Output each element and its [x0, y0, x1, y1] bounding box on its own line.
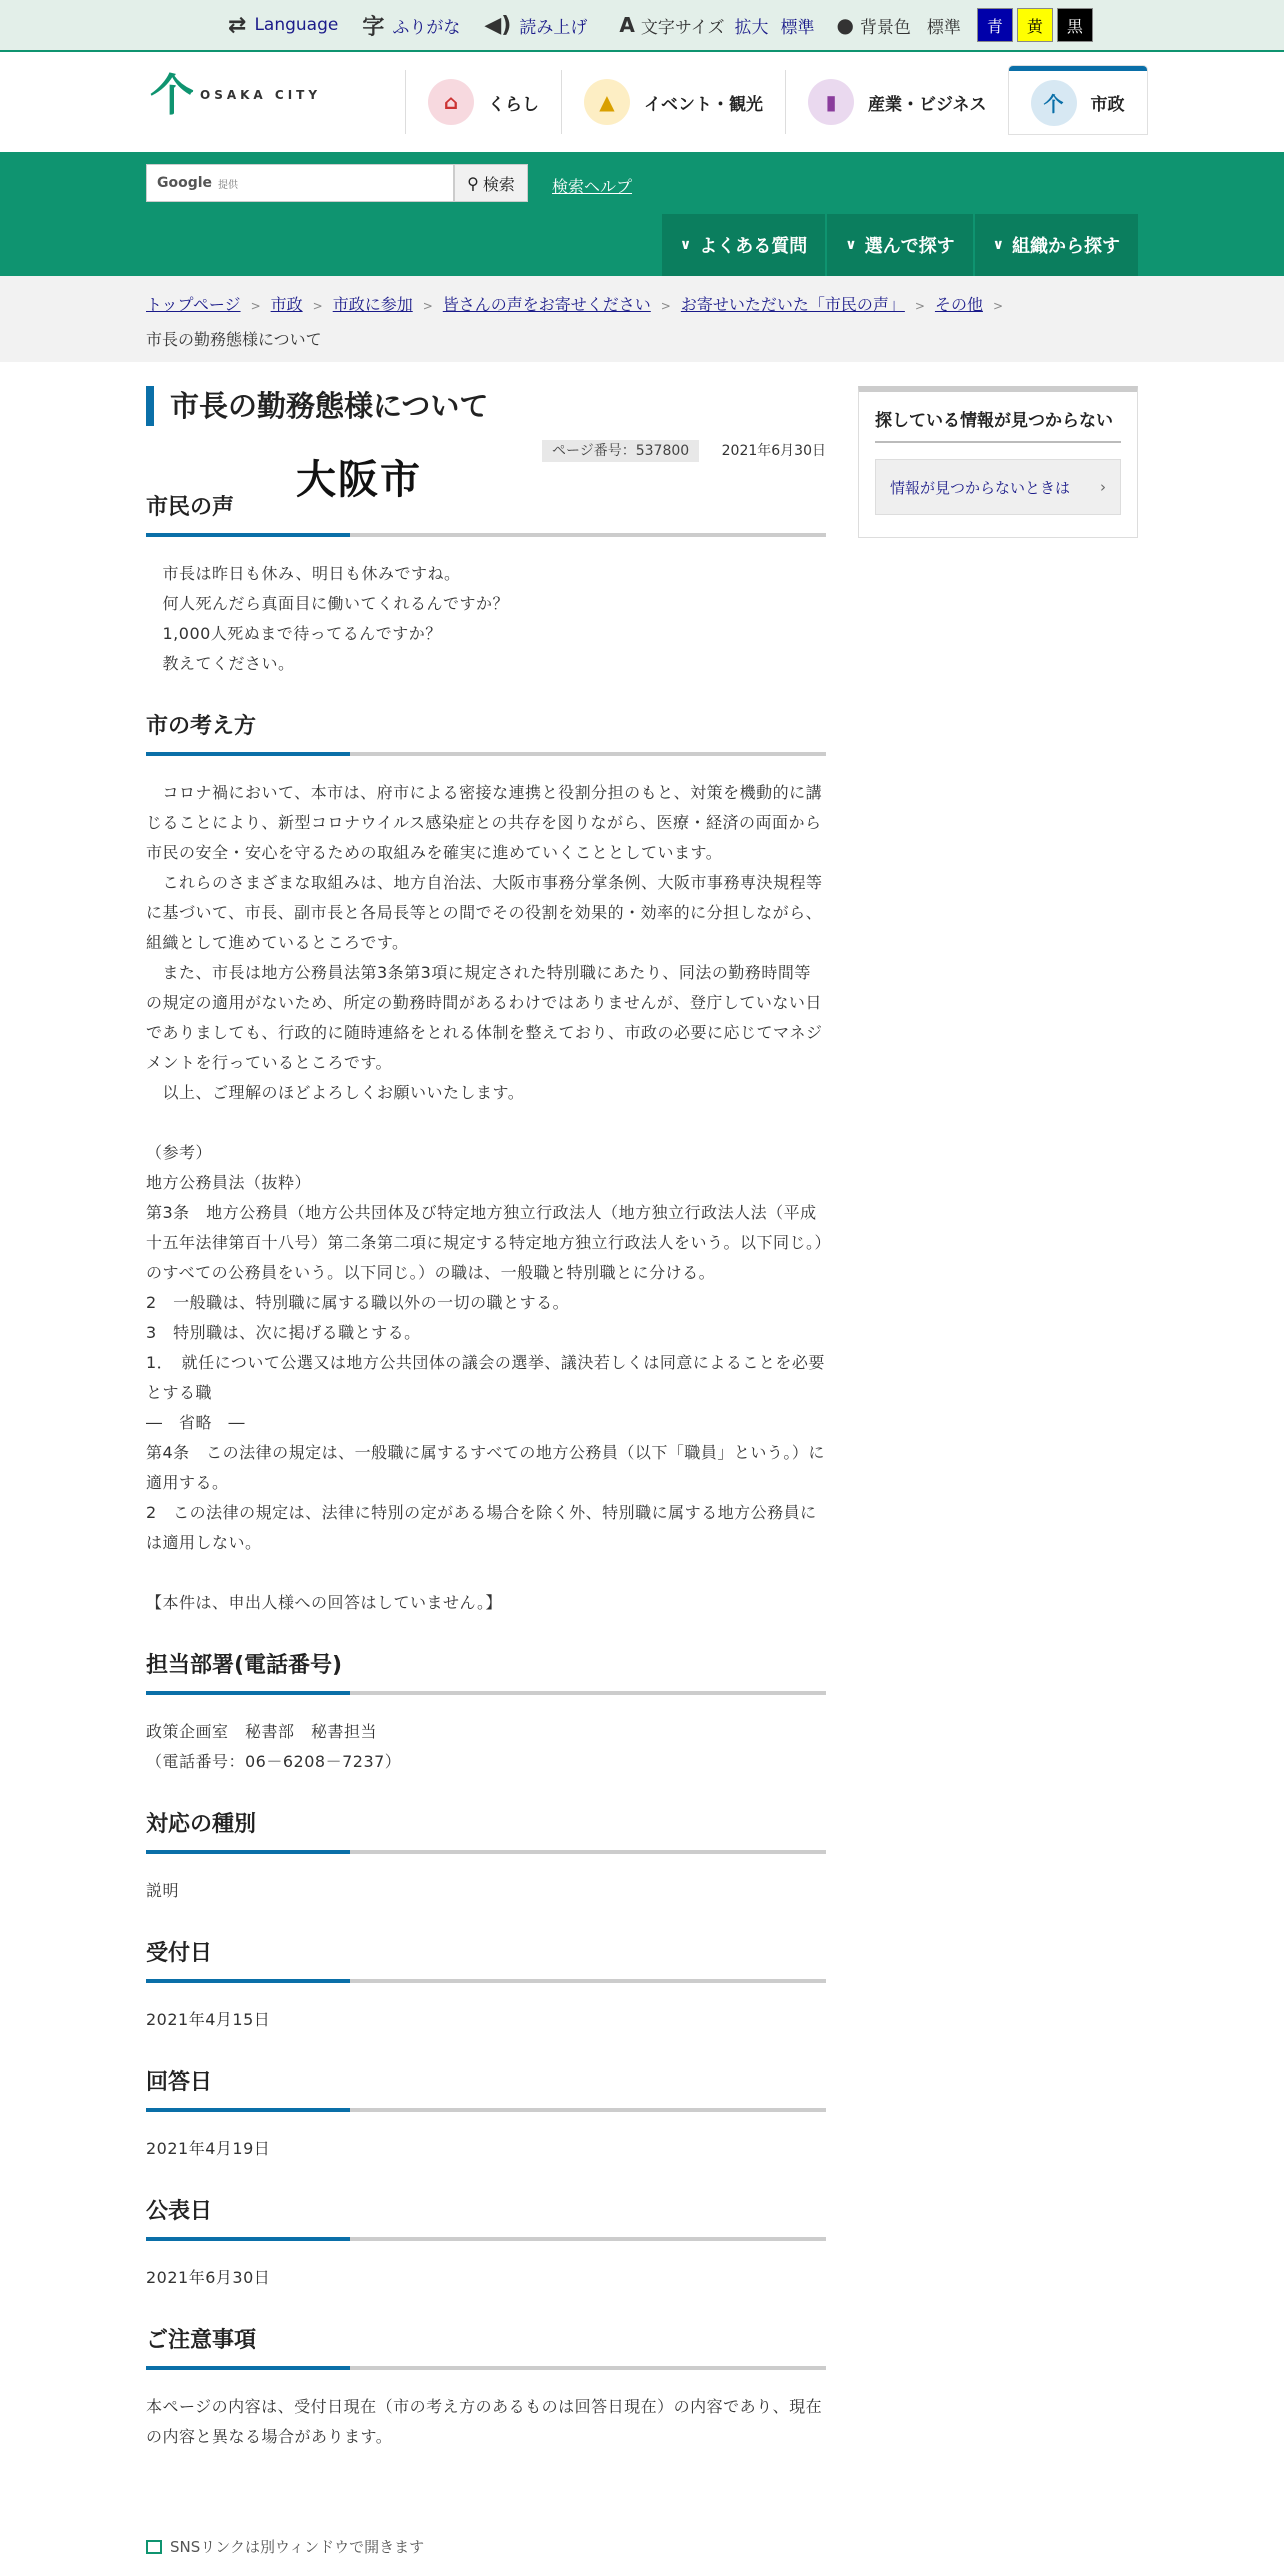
section-heading: 市の考え方 — [146, 709, 826, 756]
body-line: また、市長は地方公務員法第3条第3項に規定された特別職にあたり、同法の勤務時間等の規定の適用がないため、所定の勤務時間があるわけではありませんが、登庁していない日でありましても、行政的に随時連絡をとれる体制を整えており、市政の必要に応じてマネジメントを行っているところです。 — [146, 963, 823, 1072]
subnav-label: よくある質問 — [699, 236, 808, 257]
chevron-right-icon: > — [250, 299, 261, 313]
breadcrumb-link[interactable]: 皆さんの声をお寄せください — [442, 295, 651, 314]
global-nav — [405, 70, 1147, 134]
castle-icon: ▲ — [584, 79, 630, 125]
furigana-button[interactable] — [362, 10, 460, 41]
section-body — [146, 778, 826, 1618]
breadcrumb-link[interactable]: 市政に参加 — [332, 295, 413, 314]
publish-date: 2021年6月30日 — [721, 443, 826, 459]
section-body — [146, 1876, 826, 1906]
google-label: Google — [157, 175, 213, 191]
page-number: ページ番号：537800 — [542, 440, 699, 462]
section-heading: ご注意事項 — [146, 2323, 826, 2370]
body-line: 説明 — [146, 1881, 180, 1900]
search-input[interactable] — [146, 164, 454, 202]
section-body — [146, 1717, 826, 1777]
section-body — [146, 2392, 826, 2452]
font-enlarge-button[interactable]: 拡大 — [734, 17, 769, 38]
building-icon: ▮ — [808, 79, 854, 125]
chevron-right-icon: > — [914, 299, 925, 313]
body-line: 2 この法律の規定は、法律に特別の定がある場合を除く外、特別職に属する地方公務員には適用しない。 — [146, 1503, 817, 1552]
search-icon: ⚲ — [467, 173, 479, 193]
breadcrumb-link[interactable]: 市政 — [270, 295, 303, 314]
gnav-label: くらし — [488, 94, 539, 115]
search-band — [0, 152, 1284, 276]
breadcrumb-link[interactable]: トップページ — [146, 295, 241, 314]
subnav-org[interactable] — [975, 214, 1138, 276]
body-line: 本ページの内容は、受付日現在（市の考え方のあるものは回答日現在）の内容であり、現在の内容と異なる場合があります。 — [146, 2397, 823, 2446]
subnav-choose[interactable] — [827, 214, 972, 276]
gnav-label: イベント・観光 — [644, 94, 763, 115]
page-title: 市長の勤務態様について — [146, 386, 826, 426]
body-line: 第3条 地方公務員（地方公共団体及び特定地方独立行政法人（地方独立行政法人法（平成十五年法律第百十八号）第二条第二項に規定する特定地方独立行政法人をいう。以下同じ。）のすべての公務員をいう。以下同じ。）の職は、一般職と特別職とに分ける。 — [146, 1203, 824, 1282]
read-aloud-label: 読み上げ — [519, 17, 588, 38]
body-line: 2021年6月30日 — [146, 2268, 271, 2287]
body-line: （電話番号：06－6208－7237） — [146, 1752, 402, 1771]
sns-note — [146, 2536, 424, 2557]
body-line: 教えてください。 — [146, 654, 295, 673]
furigana-label: ふりがな — [392, 17, 461, 38]
city-emblem-icon: 个 — [1031, 80, 1077, 126]
house-icon: ⌂ — [428, 79, 474, 125]
gnav-kurashi[interactable] — [405, 70, 561, 134]
section-heading: 回答日 — [146, 2065, 826, 2112]
read-aloud-button[interactable] — [484, 13, 587, 38]
body-line: 地方公務員法（抜粋） — [146, 1173, 312, 1192]
chevron-down-icon: ∨ — [845, 237, 857, 253]
body-line: 以上、ご理解のほどよろしくお願いいたします。 — [146, 1083, 525, 1102]
subnav-label: 選んで探す — [864, 236, 955, 257]
gnav-business[interactable] — [785, 70, 1009, 134]
sns-note-text: SNSリンクは別ウィンドウで開きます — [170, 2538, 425, 2556]
font-size-label: 文字サイズ — [640, 17, 725, 38]
sidebar-box — [858, 386, 1138, 538]
language-icon: ⇄ — [228, 12, 247, 38]
gnav-label: 産業・ビジネス — [868, 94, 987, 115]
breadcrumb-link[interactable]: その他 — [934, 295, 983, 314]
body-line: （参考） — [146, 1143, 213, 1162]
breadcrumb — [0, 276, 1284, 362]
not-found-link[interactable] — [875, 459, 1121, 515]
search-help-link[interactable]: 検索ヘルプ — [552, 177, 633, 196]
section-body — [146, 2005, 826, 2035]
section-heading: 受付日 — [146, 1936, 826, 1983]
body-line — [146, 1108, 826, 1138]
font-size-icon: A — [619, 13, 635, 37]
body-line: 市長は昨日も休み、明日も休みですね。 — [146, 564, 461, 583]
gnav-event[interactable] — [561, 70, 785, 134]
subnav-label: 組織から探す — [1012, 236, 1120, 257]
body-line: 2021年4月15日 — [146, 2010, 271, 2029]
chevron-right-icon: > — [422, 299, 433, 313]
provided-label: 提供 — [218, 179, 239, 191]
body-line: ― 省略 ― — [146, 1413, 246, 1432]
not-found-label: 情報が見つからないときは — [890, 478, 1071, 497]
chevron-down-icon: ∨ — [679, 237, 692, 253]
furigana-icon: 字 — [362, 14, 385, 40]
speaker-icon: ◀) — [484, 12, 512, 38]
search-button-label: 検索 — [482, 174, 515, 194]
chevron-down-icon: ∨ — [992, 237, 1004, 253]
body-line — [146, 1558, 826, 1588]
external-window-icon — [146, 2540, 162, 2554]
bg-color-label: 背景色 — [859, 17, 911, 38]
body-line: 1． 就任について公選又は地方公共団体の議会の選挙、議決若しくは同意によることを必要とする職 — [146, 1353, 825, 1402]
chevron-right-icon: › — [1100, 478, 1106, 496]
logo-main: 大阪市 — [296, 457, 422, 503]
sidebar-title: 探している情報が見つからない — [875, 406, 1121, 443]
bg-blue-button[interactable]: 青 — [977, 8, 1013, 42]
language-button[interactable] — [228, 13, 338, 38]
font-standard-button[interactable]: 標準 — [780, 17, 815, 38]
search-form — [146, 164, 528, 202]
logo-sub: OSAKA CITY — [200, 87, 322, 102]
gnav-label: 市政 — [1090, 95, 1125, 115]
body-line: 【本件は、申出人様への回答はしていません。】 — [146, 1593, 502, 1612]
chevron-right-icon: > — [992, 299, 1004, 313]
gnav-shisei[interactable] — [1009, 66, 1147, 134]
main-content — [146, 386, 826, 2452]
section-body — [146, 2263, 826, 2293]
bg-standard-button[interactable]: 標準 — [926, 17, 961, 38]
section-heading: 担当部署(電話番号) — [146, 1648, 826, 1695]
body-line: 何人死んだら真面目に働いてくれるんですか？ — [146, 594, 510, 613]
breadcrumb-link[interactable]: お寄せいただいた「市民の声」 — [680, 295, 905, 314]
body-line: 3 特別職は、次に掲げる職とする。 — [146, 1323, 421, 1342]
body-line: これらのさまざまな取組みは、地方自治法、大阪市事務分掌条例、大阪市事務専決規程等に基づいて、市長、副市長と各局長等との間でその役割を効果的・効率的に分担しながら、組織として進めているところです。 — [146, 873, 823, 952]
chevron-right-icon: > — [312, 299, 323, 313]
search-button[interactable] — [454, 164, 528, 202]
body-line: コロナ禍において、本市は、府市による密接な連携と役割分担のもと、対策を機動的に講じることにより、新型コロナウイルス感染症との共存を図りながら、医療・経済の両面から市民の安全・安心を守るための取組みを確実に進めていくこととしています。 — [146, 783, 823, 862]
section-heading: 対応の種別 — [146, 1807, 826, 1854]
palette-icon: ● — [836, 13, 854, 37]
bg-yellow-button[interactable]: 黄 — [1017, 8, 1053, 42]
section-heading: 市民の声 — [146, 490, 826, 537]
body-line: 2021年4月19日 — [146, 2139, 271, 2158]
section-heading: 公表日 — [146, 2194, 826, 2241]
subnav-faq[interactable] — [662, 214, 825, 276]
sections — [146, 490, 826, 2452]
body-line: 2 一般職は、特別職に属する職以外の一切の職とする。 — [146, 1293, 570, 1312]
body-line: 政策企画室 秘書部 秘書担当 — [146, 1722, 378, 1741]
body-line: 第4条 この法律の規定は、一般職に属するすべての地方公務員（以下「職員」という。）に適用する。 — [146, 1443, 825, 1492]
section-body — [146, 559, 826, 679]
language-label: Language — [254, 15, 339, 35]
bg-black-button[interactable]: 黒 — [1057, 8, 1093, 42]
chevron-right-icon: > — [660, 299, 671, 313]
breadcrumb-current: 市長の勤務態様について — [146, 330, 322, 349]
body-line: 1,000人死ぬまで待ってるんですか？ — [146, 624, 442, 643]
city-emblem-icon: 个 — [150, 70, 194, 121]
section-body — [146, 2134, 826, 2164]
sub-nav — [660, 214, 1138, 276]
page-meta — [146, 440, 826, 460]
utility-bar — [0, 0, 1284, 52]
